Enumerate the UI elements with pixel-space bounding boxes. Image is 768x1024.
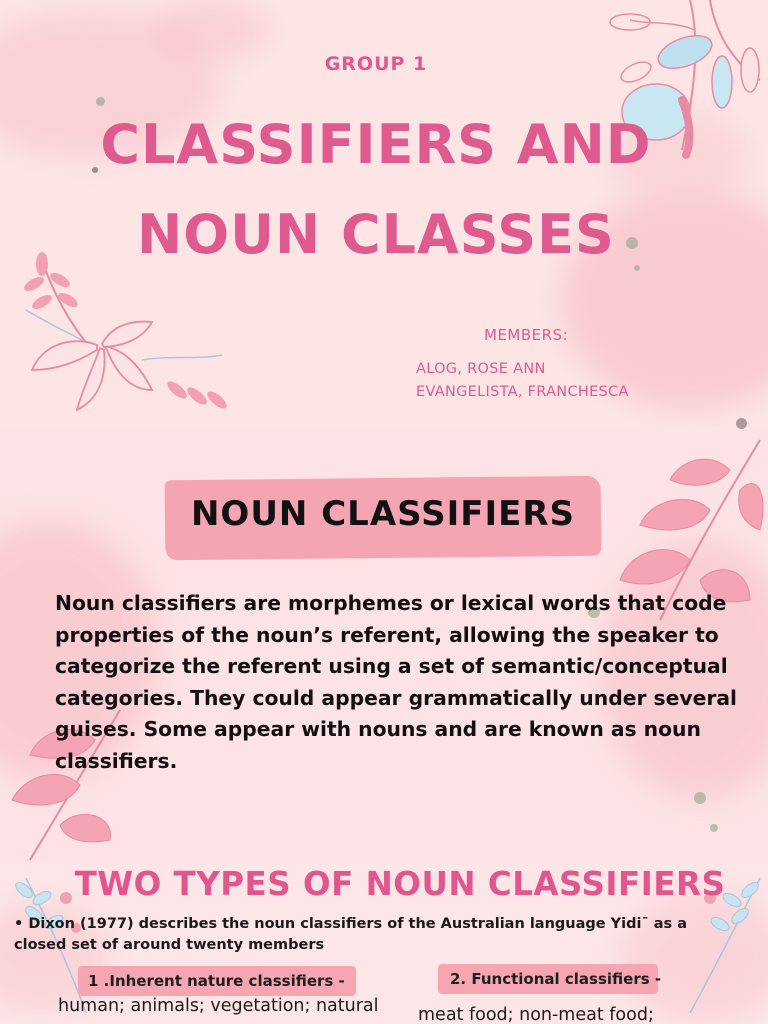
members-label: MEMBERS: xyxy=(484,326,569,344)
types-heading: TWO TYPES OF NOUN CLASSIFIERS xyxy=(74,865,726,903)
member-name: ALOG, ROSE ANN xyxy=(416,361,546,377)
section-heading: NOUN CLASSIFIERS xyxy=(190,494,576,534)
title-line-2: NOUN CLASSES xyxy=(137,203,615,266)
group-label: GROUP 1 xyxy=(324,53,428,75)
type1-label: 1 .Inherent nature classifiers - xyxy=(88,972,345,990)
cover-slide xyxy=(0,0,768,430)
member-name: EVANGELISTA, FRANCHESCA xyxy=(416,384,629,400)
dixon-bullet: • Dixon (1977) describes the noun classifiers of the Australian language Yidi¯ as a closed set of around twenty members xyxy=(14,916,688,953)
definition-paragraph: Noun classifiers are morphemes or lexical words that code properties of the noun’s referent, allowing the speaker to categorize the referent using a set of semantic/conceptual categories. They could appear grammatically under several guises. Some appear with nouns and are known as noun classifiers. xyxy=(55,591,737,773)
type2-text: meat food; non-meat food; xyxy=(418,1005,654,1024)
title-line-1: CLASSIFIERS AND xyxy=(100,113,652,176)
type2-label: 2. Functional classifiers - xyxy=(450,970,662,988)
types-slide xyxy=(0,862,768,1024)
presentation-title xyxy=(0,100,752,280)
noun-classifiers-slide xyxy=(0,430,768,862)
type1-text: human; animals; vegetation; natural xyxy=(58,996,379,1016)
